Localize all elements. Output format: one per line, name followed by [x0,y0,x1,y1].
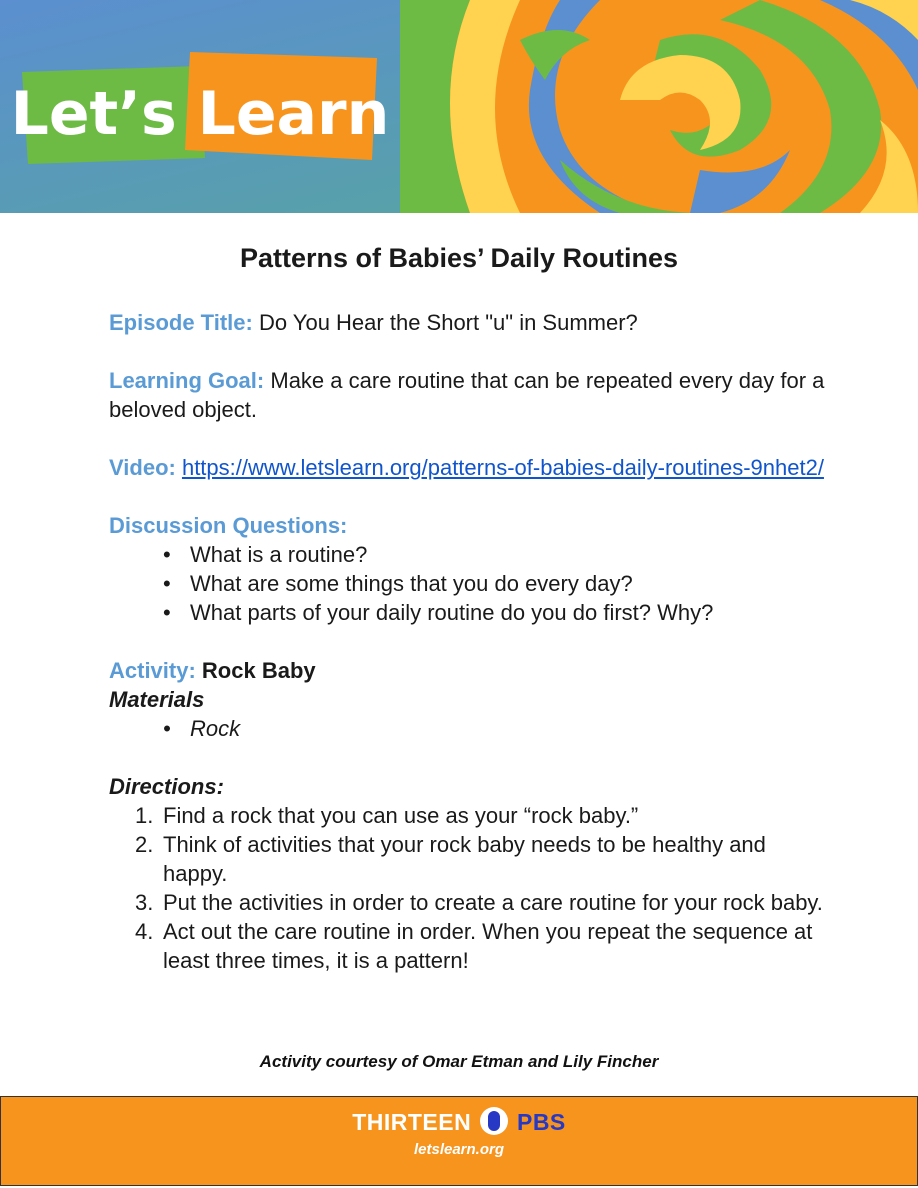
header-artwork [0,0,918,213]
video-section [109,453,829,482]
step-text: Put the activities in order to create a care routine for your rock baby. [163,890,823,915]
footer-url: letslearn.org [413,1141,505,1158]
step-text: Think of activities that your rock baby needs to be healthy and happy. [163,832,766,886]
step-number: 1. [135,803,154,828]
activity-credit: Activity courtesy of Omar Etman and Lily Fincher [259,1052,659,1071]
goal-label: Learning Goal: [109,368,265,393]
directions-list [109,801,829,975]
activity-label: Activity: [109,658,196,683]
direction-step [109,888,829,917]
step-number: 2. [135,832,154,857]
materials-list [109,714,829,743]
pbs-wordmark: PBS [516,1109,566,1135]
materials-heading: Materials [109,687,205,712]
episode-value: Do You Hear the Short "u" in Summer? [258,310,638,335]
discussion-item: • What is a routine? [109,540,829,569]
goal-value: Make a care routine that can be repeated every day for a beloved object. [109,368,825,422]
step-number: 3. [135,890,154,915]
step-text: Act out the care routine in order. When you repeat the sequence at least three times, it is a pattern! [163,919,813,973]
discussion-item: • What parts of your daily routine do you do first? Why? [109,598,829,627]
step-text: Find a rock that you can use as your “rock baby.” [163,803,639,828]
activity-section [109,656,829,685]
learning-goal [109,366,829,424]
discussion-heading: Discussion Questions: [109,513,348,538]
logo-text: Let’s Learn [10,79,390,149]
footer-bar [0,1096,918,1186]
pbs-head-icon [480,1107,508,1135]
discussion-list [109,540,829,627]
direction-step [109,830,829,888]
video-link[interactable]: https://www.letslearn.org/patterns-of-babies-daily-routines-9nhet2/ [181,455,824,480]
header-banner [0,0,918,213]
activity-name: Rock Baby [201,658,316,683]
thirteen-pbs-logo [1,1107,917,1136]
activity-content [109,308,829,975]
thirteen-wordmark: THIRTEEN [352,1109,472,1135]
episode-title [109,308,829,337]
directions-heading: Directions: [109,774,224,799]
discussion-item: • What are some things that you do every day? [109,569,829,598]
swirl-pattern [400,0,918,213]
step-number: 4. [135,919,154,944]
page-title: Patterns of Babies’ Daily Routines [239,243,679,273]
material-item: • Rock [109,714,829,743]
direction-step [109,801,829,830]
video-label: Video: [109,455,176,480]
direction-step [109,917,829,975]
episode-label: Episode Title: [109,310,253,335]
